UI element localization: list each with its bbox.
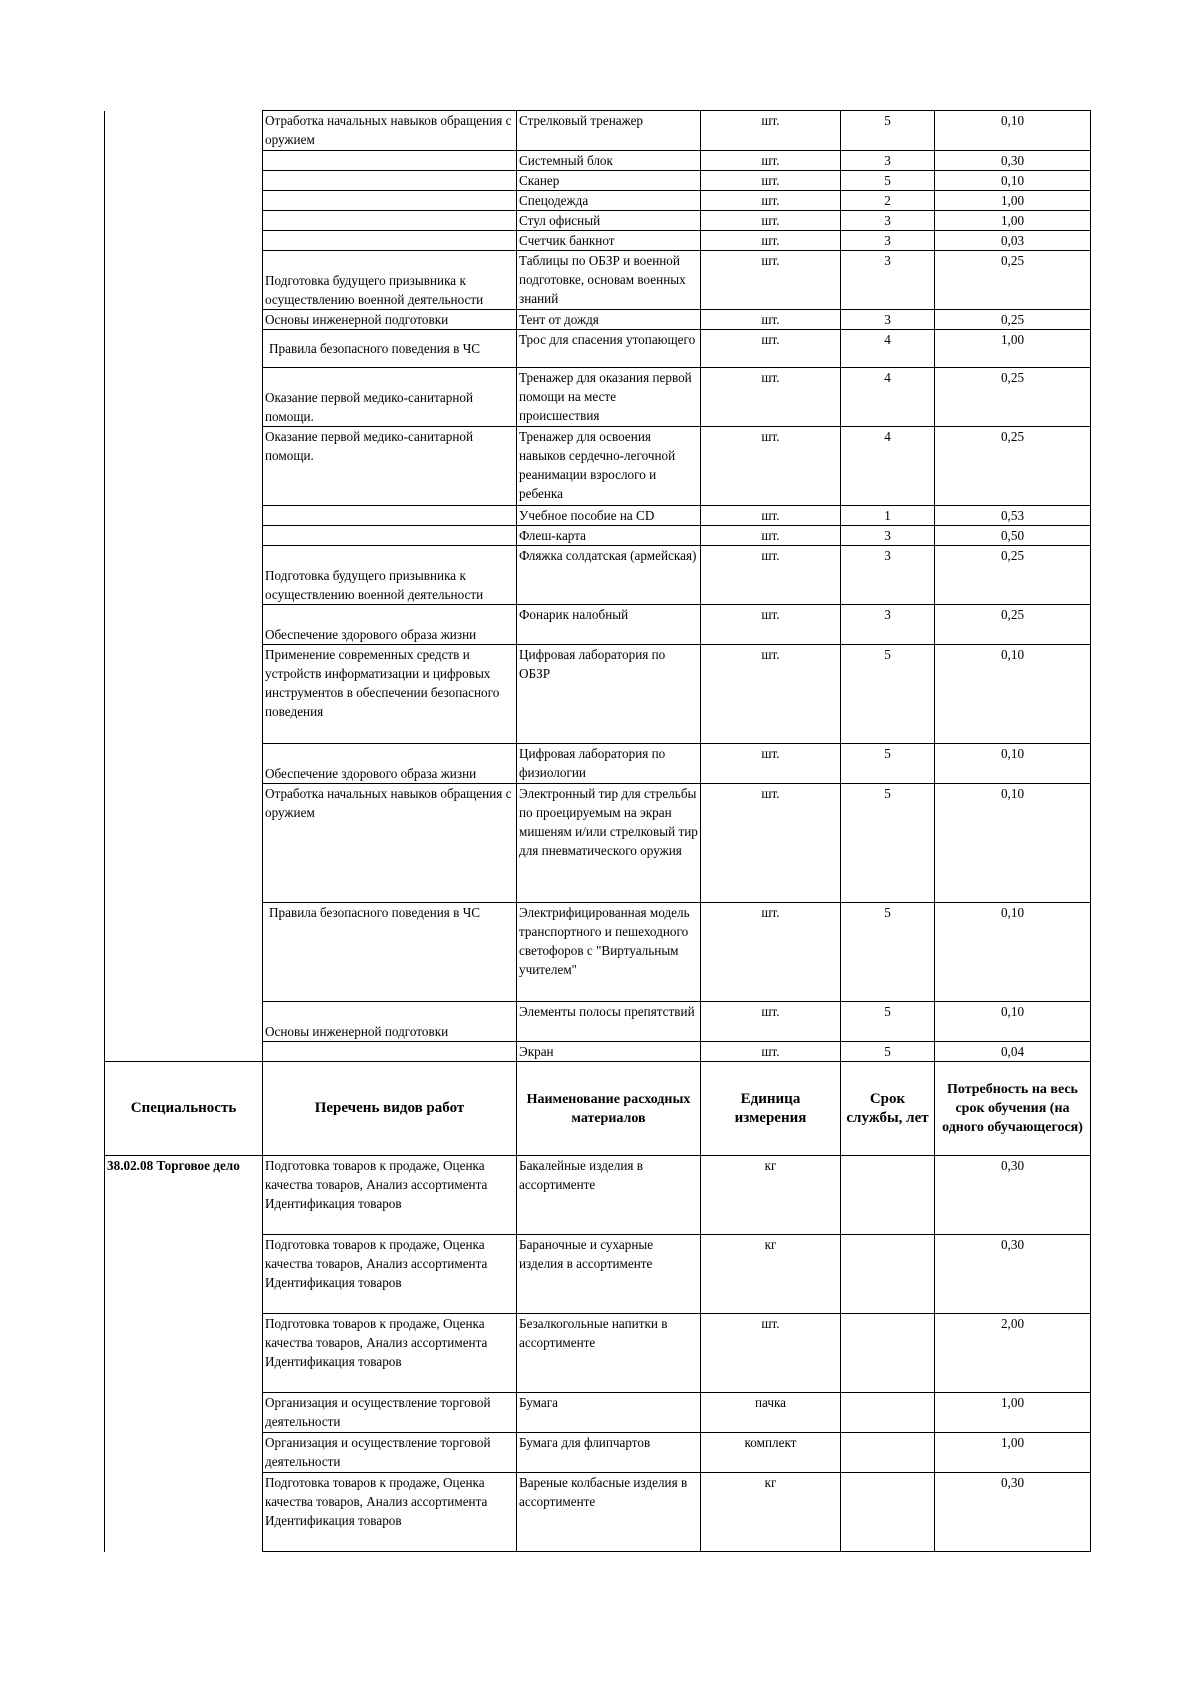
need-cell: 0,25 <box>935 251 1091 310</box>
need-cell: 0,03 <box>935 231 1091 251</box>
life-cell: 3 <box>841 231 935 251</box>
unit-cell: шт. <box>701 368 841 427</box>
material-name-cell: Тренажер для освоения навыков сердечно-легочной реанимации взрослого и ребенка <box>517 427 701 506</box>
life-cell <box>841 1314 935 1393</box>
specialty-cell-empty <box>105 111 263 1062</box>
unit-cell: шт. <box>701 251 841 310</box>
life-cell: 5 <box>841 784 935 903</box>
life-cell: 4 <box>841 368 935 427</box>
work-type-cell: Организация и осуществление торговой деятельности <box>263 1393 517 1433</box>
need-cell: 0,53 <box>935 506 1091 526</box>
work-type-cell: Обеспечение здорового образа жизни <box>263 744 517 784</box>
header-materials: Наименование расходных материалов <box>517 1062 701 1156</box>
material-name-cell: Учебное пособие на CD <box>517 506 701 526</box>
unit-cell: шт. <box>701 111 841 151</box>
material-name-cell: Трос для спасения утопающего <box>517 330 701 368</box>
work-type-cell: Подготовка товаров к продаже, Оценка качества товаров, Анализ ассортимента Идентификация товаров <box>263 1156 517 1235</box>
unit-cell: шт. <box>701 784 841 903</box>
material-name-cell: Стрелковый тренажер <box>517 111 701 151</box>
unit-cell: кг <box>701 1235 841 1314</box>
life-cell <box>841 1433 935 1473</box>
need-cell: 0,10 <box>935 111 1091 151</box>
need-cell: 0,25 <box>935 310 1091 330</box>
table-header <box>105 1062 1091 1156</box>
need-cell: 1,00 <box>935 1433 1091 1473</box>
work-type-cell: Применение современных средств и устройств информатизации и цифровых инструментов в обеспечении безопасного поведения <box>263 645 517 744</box>
unit-cell: шт. <box>701 151 841 171</box>
unit-cell: шт. <box>701 330 841 368</box>
unit-cell: шт. <box>701 1002 841 1042</box>
need-cell: 0,30 <box>935 1156 1091 1235</box>
need-cell: 0,30 <box>935 151 1091 171</box>
specialty-cell: 38.02.08 Торговое дело <box>105 1156 263 1552</box>
unit-cell: шт. <box>701 903 841 1002</box>
material-name-cell: Счетчик банкнот <box>517 231 701 251</box>
life-cell <box>841 1473 935 1552</box>
material-name-cell: Бумага для флипчартов <box>517 1433 701 1473</box>
work-type-cell <box>263 231 517 251</box>
material-name-cell: Тент от дождя <box>517 310 701 330</box>
work-type-cell: Подготовка будущего призывника к осуществлению военной деятельности <box>263 546 517 605</box>
table-body-top <box>105 111 1091 1062</box>
unit-cell: комплект <box>701 1433 841 1473</box>
header-specialty: Специальность <box>105 1062 263 1156</box>
need-cell: 0,25 <box>935 546 1091 605</box>
life-cell: 5 <box>841 1002 935 1042</box>
unit-cell: кг <box>701 1156 841 1235</box>
need-cell: 0,10 <box>935 645 1091 744</box>
material-name-cell: Электронный тир для стрельбы по проецируемым на экран мишеням и/или стрелковый тир для пневматического оружия <box>517 784 701 903</box>
unit-cell: шт. <box>701 1042 841 1062</box>
header-works: Перечень видов работ <box>263 1062 517 1156</box>
material-name-cell: Электрифицированная модель транспортного и пешеходного светофоров с "Виртуальным учителем" <box>517 903 701 1002</box>
work-type-cell: Подготовка товаров к продаже, Оценка качества товаров, Анализ ассортимента Идентификация товаров <box>263 1473 517 1552</box>
header-need: Потребность на весь срок обучения (на одного обучающегося) <box>935 1062 1091 1156</box>
need-cell: 1,00 <box>935 191 1091 211</box>
unit-cell: шт. <box>701 605 841 645</box>
work-type-cell <box>263 526 517 546</box>
work-type-cell <box>263 506 517 526</box>
material-name-cell: Таблицы по ОБЗР и военной подготовке, основам военных знаний <box>517 251 701 310</box>
material-name-cell: Тренажер для оказания первой помощи на месте происшествия <box>517 368 701 427</box>
need-cell: 0,25 <box>935 368 1091 427</box>
life-cell: 4 <box>841 330 935 368</box>
unit-cell: шт. <box>701 645 841 744</box>
unit-cell: шт. <box>701 211 841 231</box>
work-type-cell: Правила безопасного поведения в ЧС <box>263 330 517 368</box>
life-cell: 4 <box>841 427 935 506</box>
material-name-cell: Цифровая лаборатория по ОБЗР <box>517 645 701 744</box>
material-name-cell: Бумага <box>517 1393 701 1433</box>
material-name-cell: Экран <box>517 1042 701 1062</box>
work-type-cell: Подготовка товаров к продаже, Оценка качества товаров, Анализ ассортимента Идентификация товаров <box>263 1314 517 1393</box>
work-type-cell: Отработка начальных навыков обращения с оружием <box>263 111 517 151</box>
unit-cell: кг <box>701 1473 841 1552</box>
life-cell: 3 <box>841 310 935 330</box>
life-cell: 2 <box>841 191 935 211</box>
work-type-cell: Основы инженерной подготовки <box>263 310 517 330</box>
work-type-cell: Подготовка товаров к продаже, Оценка качества товаров, Анализ ассортимента Идентификация товаров <box>263 1235 517 1314</box>
material-name-cell: Бараночные и сухарные изделия в ассортименте <box>517 1235 701 1314</box>
material-name-cell: Сканер <box>517 171 701 191</box>
unit-cell: шт. <box>701 506 841 526</box>
material-name-cell: Вареные колбасные изделия в ассортименте <box>517 1473 701 1552</box>
life-cell: 5 <box>841 1042 935 1062</box>
need-cell: 1,00 <box>935 1393 1091 1433</box>
life-cell: 5 <box>841 111 935 151</box>
need-cell: 2,00 <box>935 1314 1091 1393</box>
work-type-cell: Правила безопасного поведения в ЧС <box>263 903 517 1002</box>
life-cell <box>841 1393 935 1433</box>
unit-cell: шт. <box>701 171 841 191</box>
header-life: Срок службы, лет <box>841 1062 935 1156</box>
work-type-cell <box>263 171 517 191</box>
work-type-cell: Основы инженерной подготовки <box>263 1002 517 1042</box>
unit-cell: шт. <box>701 427 841 506</box>
need-cell: 0,10 <box>935 784 1091 903</box>
work-type-cell: Организация и осуществление торговой деятельности <box>263 1433 517 1473</box>
need-cell: 0,25 <box>935 427 1091 506</box>
work-type-cell <box>263 191 517 211</box>
life-cell: 5 <box>841 171 935 191</box>
unit-cell: шт. <box>701 526 841 546</box>
material-name-cell: Бакалейные изделия в ассортименте <box>517 1156 701 1235</box>
material-name-cell: Стул офисный <box>517 211 701 231</box>
unit-cell: шт. <box>701 546 841 605</box>
unit-cell: шт. <box>701 310 841 330</box>
life-cell <box>841 1156 935 1235</box>
table-body-bottom <box>105 1156 1091 1552</box>
need-cell: 0,04 <box>935 1042 1091 1062</box>
material-name-cell: Спецодежда <box>517 191 701 211</box>
life-cell <box>841 1235 935 1314</box>
life-cell: 3 <box>841 605 935 645</box>
need-cell: 0,50 <box>935 526 1091 546</box>
life-cell: 3 <box>841 526 935 546</box>
need-cell: 0,10 <box>935 171 1091 191</box>
life-cell: 5 <box>841 744 935 784</box>
unit-cell: шт. <box>701 744 841 784</box>
unit-cell: пачка <box>701 1393 841 1433</box>
material-name-cell: Фонарик налобный <box>517 605 701 645</box>
equipment-table <box>104 110 1091 1552</box>
unit-cell: шт. <box>701 1314 841 1393</box>
work-type-cell: Оказание первой медико-санитарной помощи. <box>263 368 517 427</box>
work-type-cell <box>263 211 517 231</box>
material-name-cell: Флеш-карта <box>517 526 701 546</box>
need-cell: 0,10 <box>935 1002 1091 1042</box>
life-cell: 5 <box>841 645 935 744</box>
life-cell: 3 <box>841 546 935 605</box>
table-row <box>105 1156 1091 1235</box>
unit-cell: шт. <box>701 231 841 251</box>
need-cell: 0,10 <box>935 903 1091 1002</box>
work-type-cell: Отработка начальных навыков обращения с оружием <box>263 784 517 903</box>
material-name-cell: Элементы полосы препятствий <box>517 1002 701 1042</box>
material-name-cell: Безалкогольные напитки в ассортименте <box>517 1314 701 1393</box>
need-cell: 0,10 <box>935 744 1091 784</box>
work-type-cell: Подготовка будущего призывника к осуществлению военной деятельности <box>263 251 517 310</box>
need-cell: 0,30 <box>935 1235 1091 1314</box>
need-cell: 0,25 <box>935 605 1091 645</box>
header-row <box>105 1062 1091 1156</box>
need-cell: 1,00 <box>935 330 1091 368</box>
life-cell: 3 <box>841 251 935 310</box>
header-unit: Единица измерения <box>701 1062 841 1156</box>
work-type-cell: Обеспечение здорового образа жизни <box>263 605 517 645</box>
work-type-cell: Оказание первой медико-санитарной помощи. <box>263 427 517 506</box>
need-cell: 1,00 <box>935 211 1091 231</box>
life-cell: 5 <box>841 903 935 1002</box>
life-cell: 1 <box>841 506 935 526</box>
material-name-cell: Фляжка солдатская (армейская) <box>517 546 701 605</box>
table-row <box>105 111 1091 151</box>
need-cell: 0,30 <box>935 1473 1091 1552</box>
unit-cell: шт. <box>701 191 841 211</box>
life-cell: 3 <box>841 151 935 171</box>
work-type-cell <box>263 1042 517 1062</box>
material-name-cell: Цифровая лаборатория по физиологии <box>517 744 701 784</box>
material-name-cell: Системный блок <box>517 151 701 171</box>
life-cell: 3 <box>841 211 935 231</box>
work-type-cell <box>263 151 517 171</box>
